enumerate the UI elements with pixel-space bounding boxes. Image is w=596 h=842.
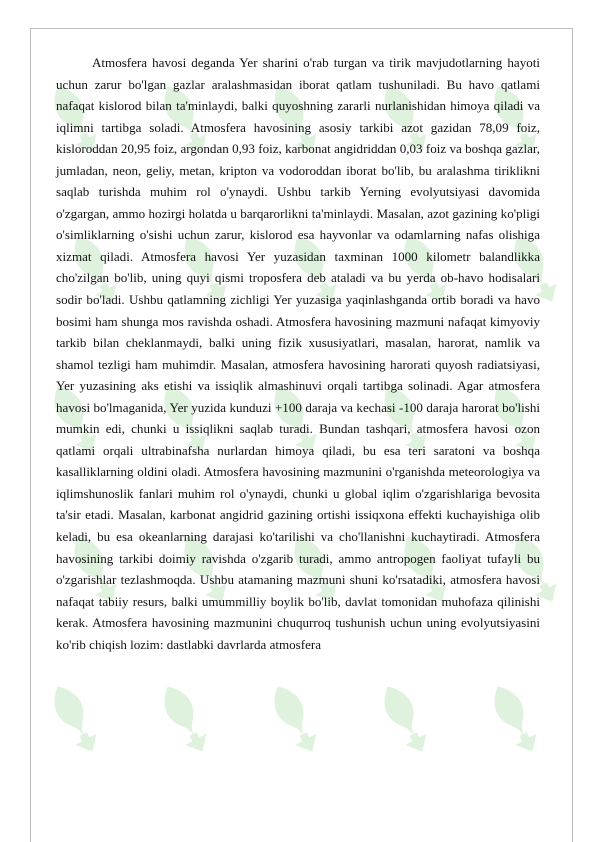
body-paragraph: Atmosfera havosi deganda Yer sharini o'rab turgan va tirik mavjudotlarning hayoti uchun zarur bo'lgan gazlar aralashmasidan iborat qatlam tushuniladi. Bu havo qatlami nafaqat kislorod bilan ta'minlaydi, balki quyoshning zararli nurlanishidan himoya qiladi va iqlimni tartibga soladi. Atmosfera havosining asosiy tarkibi azot gazidan 78,09 foiz, kisloroddan 20,95 foiz, argondan 0,93 foiz, karbonat angidriddan 0,03 foiz va boshqa gazlar, jumladan, neon, geliy, metan, kripton va vodoroddan iborat bo'lib, bu aralashma tiriklikni saqlab turishda muhim rol o'ynaydi. Ushbu tarkib Yerning evolyutsiyasi davomida o'zgargan, ammo hozirgi holatda u barqarorlikni ta'minlaydi. Masalan, azot gazining ko'pligi o'simliklarning o'sishi uchun zarur, kislorod esa hayvonlar va odamlarning nafas olishiga xizmat qiladi. Atmosfera havosi Yer yuzasidan taxminan 1000 kilometr balandlikka cho'zilgan bo'lib, uning quyi qismi troposfera deb ataladi va bu yerda ob-havo hodisalari sodir bo'ladi. Ushbu qatlamning zichligi Yer yuzasiga yaqinlashganda ortib boradi va havo bosimi ham shunga mos ravishda oshadi. Atmosfera havosining mazmuni nafaqat kimyoviy tarkib bilan cheklanmaydi, balki uning fizik xususiyatlari, masalan, harorat, namlik va shamol tezligi ham muhimdir. Masalan, atmosfera havosining harorati quyosh radiatsiyasi, Yer yuzasining aks etishi va issiqlik almashinuvi orqali tartibga solinadi. Agar atmosfera havosi bo'lmaganida, Yer yuzida kunduzi +100 daraja va kechasi -100 daraja harorat bo'lishi mumkin edi, chunki u issiqlikni saqlab turadi. Bundan tashqari, atmosfera havosi ozon qatlami orqali ultrabinafsha nurlardan himoya qiladi, bu esa teri saratoni va boshqa kasalliklarning oldini oladi. Atmosfera havosining mazmunini o'rganishda meteorologiya va iqlimshunoslik fanlari muhim rol o'ynaydi, chunki u global iqlim o'zgarishlariga bevosita ta'sir etadi. Masalan, karbonat angidrid gazining ortishi issiqxona effekti kuchayishiga olib keladi, bu esa okeanlarning darajasi ko'tarilishi va cho'llanishni kuchaytiradi. Atmosfera havosining tarkibi doimiy ravishda o'zgarib turadi, ammo antropogen faoliyat tufayli bu o'zgarishlar tezlashmoqda. Ushbu atamaning mazmuni shuni ko'rsatadiki, atmosfera havosi nafaqat tabiiy resurs, balki umummilliy boylik bo'lib, davlat tomonidan muhofaza qilinishi kerak. Atmosfera havosining mazmunini chuqurroq tushunish uchun uning evolyutsiyasini ko'rib chiqish lozim: dastlabki davrlarda atmosfera — [56, 55, 540, 652]
